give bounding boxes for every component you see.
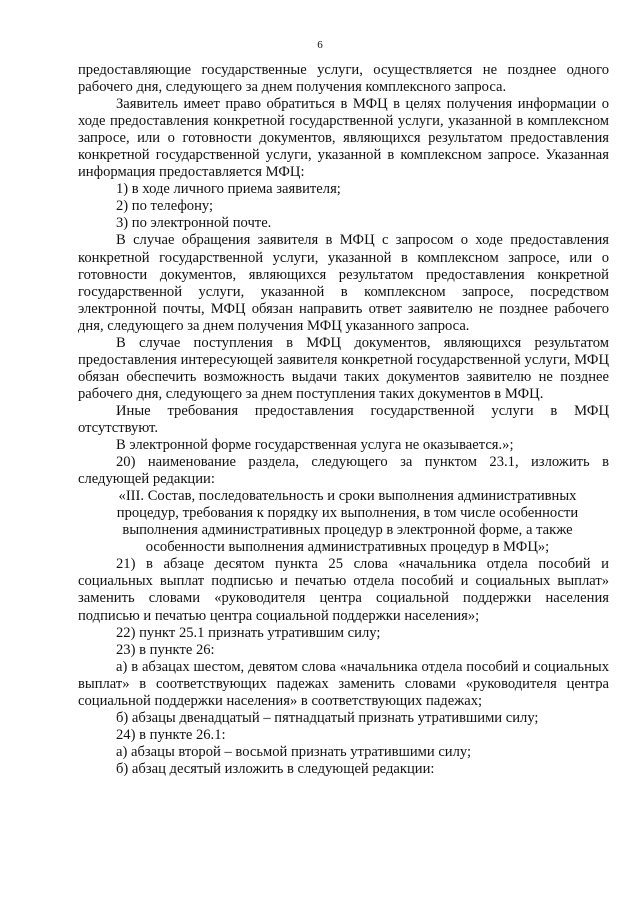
amendment-item: 22) пункт 25.1 признать утратившим силу; [116, 624, 381, 641]
paragraph: В случае поступления в МФЦ документов, являющихся результатом предоставления интересующей заявителя конкретной государственной услуги, МФЦ обязан обеспечить возможность выдачи таких документов заявителю не позднее рабочего дня, следующего за днем поступления таких документов в МФЦ. [78, 334, 609, 402]
amendment-item: 20) наименование раздела, следующего за пунктом 23.1, изложить в следующей редакции: [78, 454, 609, 488]
sub-item: б) абзацы двенадцатый – пятнадцатый признать утратившими силу; [116, 709, 539, 726]
section-title-quote: «III. Состав, последовательность и сроки выполнения административных процедур, требования к порядку их выполнения, в том числе особенности выполнения административных процедур в электронной форме, а также особенности выполнения административных процедур в МФЦ»; [116, 488, 579, 556]
sub-item: а) в абзацах шестом, девятом слова «начальника отдела пособий и социальных выплат» в соответствующих падежах заменить словами «руководителя центра социальной поддержки населения» в соответствующих падежах; [78, 658, 609, 709]
paragraph: Заявитель имеет право обратиться в МФЦ в целях получения информации о ходе предоставления конкретной государственной услуги, указанной в комплексном запросе, или о готовности документов, являющихся результатом предоставления конкретной государственной услуги, указанной в комплексном запросе. Указанная информация предоставляется МФЦ: [78, 96, 609, 181]
page-number: 6 [317, 39, 323, 51]
amendment-item: 24) в пункте 26.1: [116, 726, 226, 743]
sub-item: б) абзац десятый изложить в следующей редакции: [116, 760, 435, 777]
paragraph: предоставляющие государственные услуги, осуществляется не позднее одного рабочего дня, следующего за днем получения комплексного запроса. [78, 62, 609, 96]
sub-item: а) абзацы второй – восьмой признать утратившими силу; [116, 743, 472, 760]
paragraph: В случае обращения заявителя в МФЦ с запросом о ходе предоставления конкретной государственной услуги, указанной в комплексном запросе, или о готовности документов, являющихся результатом предоставления конкретной государственной услуги, указанной в комплексном запросе, посредством электронной почты, МФЦ обязан направить ответ заявителю не позднее рабочего дня, следующего за днем получения МФЦ указанного запроса. [78, 232, 609, 334]
document-body [78, 62, 609, 778]
amendment-item: 23) в пункте 26: [116, 641, 215, 658]
paragraph: Иные требования предоставления государственной услуги в МФЦ отсутствуют. [78, 402, 609, 436]
list-item: 3) по электронной почте. [116, 215, 272, 232]
list-item: 1) в ходе личного приема заявителя; [116, 181, 341, 198]
list-item: 2) по телефону; [116, 198, 214, 215]
paragraph: В электронной форме государственная услуга не оказывается.»; [116, 437, 514, 454]
amendment-item: 21) в абзаце десятом пункта 25 слова «начальника отдела пособий и социальных выплат подписью и печатью отдела пособий и социальных выплат» заменить словами «руководителя центра социальной поддержки населения подписью и печатью центра социальной поддержки населения»; [78, 556, 609, 624]
